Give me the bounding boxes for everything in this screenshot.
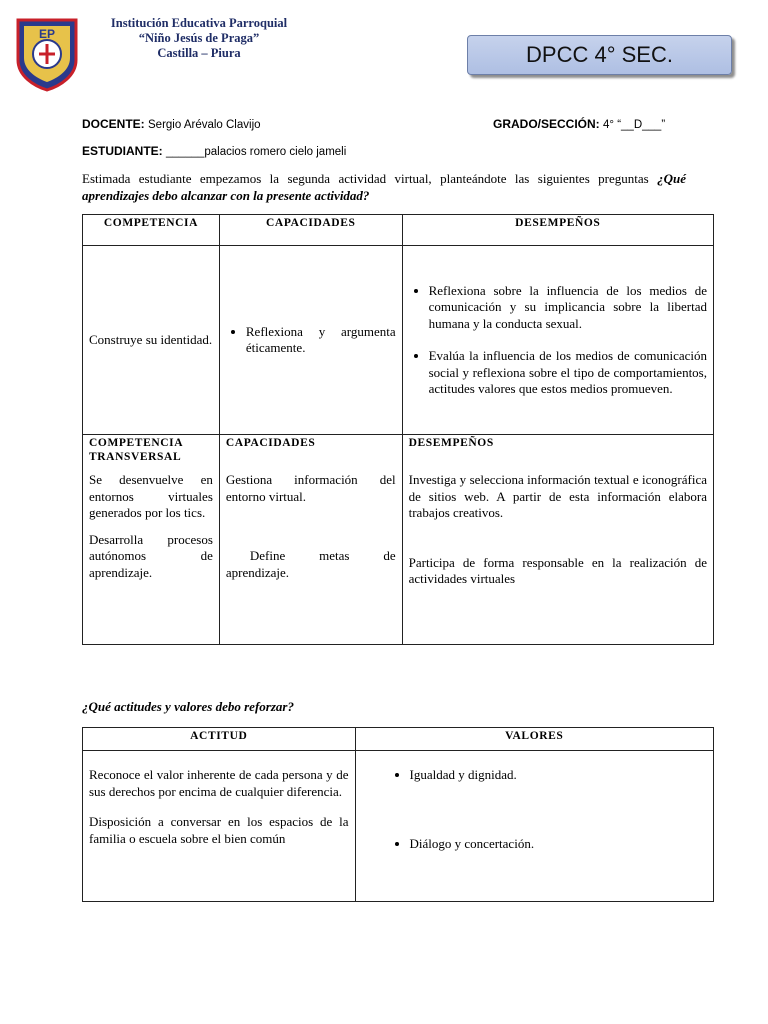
table-row bbox=[83, 246, 714, 435]
school-name-line-1: Institución Educativa Parroquial bbox=[110, 16, 288, 30]
docente-value: Sergio Arévalo Clavijo bbox=[148, 119, 261, 131]
capacidades-transversal-cell bbox=[219, 435, 402, 645]
header-desempenos: DESEMPEÑOS bbox=[402, 215, 713, 246]
actitud-cell bbox=[83, 751, 356, 902]
grado-value: 4° “__D___” bbox=[603, 119, 666, 131]
logo-text: EP bbox=[38, 27, 56, 41]
desempeno-transversal-1: Investiga y selecciona información textual e iconográfica de sitios web. A partir de esta información elabora trabajos creativos. bbox=[408, 472, 707, 520]
intro-paragraph bbox=[82, 170, 686, 204]
valores-cell bbox=[355, 751, 713, 902]
header-competencia: COMPETENCIA bbox=[83, 215, 220, 246]
header-capacidades: CAPACIDADES bbox=[219, 215, 402, 246]
actitudes-valores-table bbox=[82, 727, 714, 902]
desempeno-transversal-2: Participa de forma responsable en la realización de actividades virtuales bbox=[408, 554, 707, 586]
desempeno-item: • Evalúa la influencia de los medios de comunicación social y reflexiona sobre el tipo de comportamientos, actitudes valores que estos medios promueven. bbox=[429, 348, 707, 398]
actitudes-question: ¿Qué actitudes y valores debo reforzar? bbox=[82, 699, 294, 714]
capacidad-cell bbox=[219, 246, 402, 435]
intro-text: Estimada estudiante empezamos la segunda actividad virtual, planteándote las siguientes preguntas bbox=[82, 171, 658, 186]
estudiante-line bbox=[82, 144, 346, 158]
competencia-transversal-header: COMPETENCIA TRANSVERSAL bbox=[89, 437, 184, 463]
intro-question: ¿Qué aprendizajes debo alcanzar con la presente actividad? bbox=[82, 171, 686, 203]
table-header-row bbox=[83, 728, 714, 751]
competencia-text: Construye su identidad. bbox=[89, 331, 213, 347]
competencia-transversal-1: Se desenvuelve en entornos virtuales generados por los tics. bbox=[89, 472, 213, 520]
school-name-block bbox=[90, 16, 308, 61]
capacidades-transversal-header: CAPACIDADES bbox=[225, 437, 316, 449]
estudiante-label: ESTUDIANTE: bbox=[82, 144, 163, 158]
valor-item: • Diálogo y concertación. bbox=[410, 836, 713, 853]
grado-line bbox=[493, 117, 665, 131]
desempenos-cell bbox=[402, 246, 713, 435]
docente-label: DOCENTE: bbox=[82, 117, 145, 131]
desempenos-transversal-header: DESEMPEÑOS bbox=[408, 437, 494, 449]
school-location: Castilla – Piura bbox=[157, 46, 241, 60]
school-crest-logo bbox=[14, 16, 80, 92]
table-row bbox=[83, 751, 714, 902]
course-badge: DPCC 4° SEC. bbox=[467, 35, 732, 75]
table-header-row bbox=[83, 215, 714, 246]
capacidad-transversal-2: Define metas de aprendizaje. bbox=[225, 548, 396, 580]
desempenos-transversal-cell bbox=[402, 435, 713, 645]
school-name-line-2: “Niño Jesús de Praga” bbox=[138, 31, 260, 45]
competencia-cell bbox=[83, 246, 220, 435]
estudiante-value: ______palacios romero cielo jameli bbox=[166, 146, 347, 158]
capacidad-transversal-1: Gestiona información del entorno virtual. bbox=[225, 472, 396, 504]
actitud-2: Disposición a conversar en los espacios de la familia o escuela sobre el bien común bbox=[89, 814, 349, 846]
header-valores: VALORES bbox=[355, 728, 713, 751]
grado-label: GRADO/SECCIÓN: bbox=[493, 117, 600, 131]
capacidad-item: • Reflexiona y argumenta éticamente. bbox=[246, 324, 396, 357]
desempeno-item: • Reflexiona sobre la influencia de los medios de comunicación y su implicancia sobre la libertad humana y la conducta sexual. bbox=[429, 283, 707, 333]
header-actitud: ACTITUD bbox=[83, 728, 356, 751]
docente-line bbox=[82, 117, 261, 131]
valor-item: • Igualdad y dignidad. bbox=[410, 767, 713, 784]
competencia-transversal-2: Desarrolla procesos autónomos de aprendizaje. bbox=[89, 531, 213, 580]
table-row bbox=[83, 435, 714, 645]
competencia-transversal-cell bbox=[83, 435, 220, 645]
actitud-1: Reconoce el valor inherente de cada persona y de sus derechos por encima de cualquier diferencia. bbox=[89, 767, 349, 799]
competencias-table bbox=[82, 214, 714, 645]
